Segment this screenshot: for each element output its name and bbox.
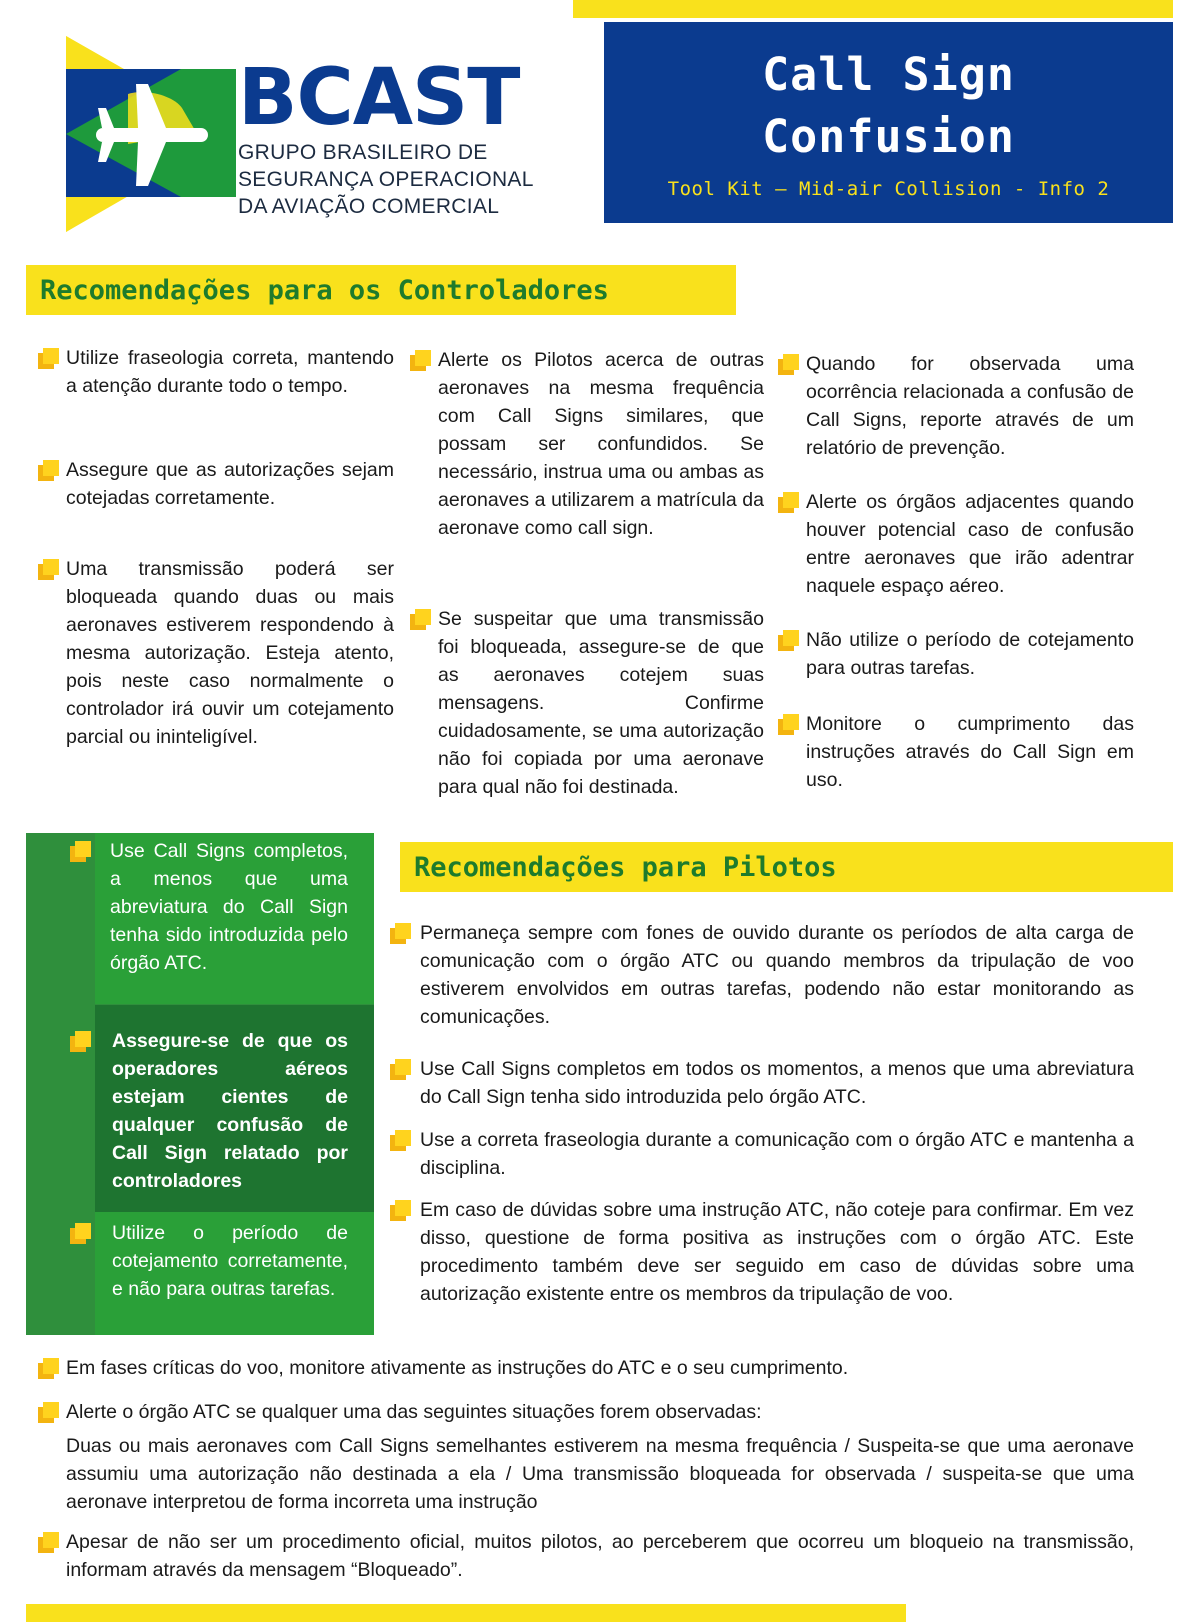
controller-item-5: Se suspeitar que uma transmissão foi bloqueada, assegure-se de que as aeronaves cotejem suas mensagens. Confirme cuidadosamente, se uma autorização não foi copiada por uma aeronave para qual não foi destinada. <box>410 605 764 801</box>
pilot-item-4: Em caso de dúvidas sobre uma instrução ATC, não coteje para confirmar. Em vez disso, questione de forma positiva as instruções com o órgão ATC. Este procedimento também deve ser seguido em caso de dúvidas sobre uma autorização existente entre os membros da tripulação de voo. <box>390 1196 1134 1308</box>
page-subtitle: Tool Kit – Mid-air Collision - Info 2 <box>667 178 1110 200</box>
bullet-icon <box>390 1059 412 1081</box>
bottom-item-2: Alerte o órgão ATC se qualquer uma das seguintes situações forem observadas: <box>38 1398 1134 1426</box>
logo-tagline-2: SEGURANÇA OPERACIONAL <box>238 168 534 191</box>
controller-item-7: Alerte os órgãos adjacentes quando houver potencial caso de confusão entre aeronaves que irão adentrar naquele espaço aéreo. <box>778 488 1134 600</box>
controller-item-2: Assegure que as autorizações sejam cotejadas corretamente. <box>38 456 394 512</box>
bullet-icon <box>70 1031 92 1053</box>
bottom-item-2-detail: Duas ou mais aeronaves com Call Signs semelhantes estiverem na mesma frequência / Suspeita-se que uma aeronave assumiu uma autorização não destinada a ela / Uma transmissão bloqueada for observada / suspeita-se que uma aeronave interpretou de forma incorreta uma instrução <box>66 1435 1134 1513</box>
pilot-item-2: Use Call Signs completos em todos os momentos, a menos que uma abreviatura do Call Sign tenha sido introduzida pelo órgão ATC. <box>390 1055 1134 1111</box>
bottom-item-3: Apesar de não ser um procedimento oficial, muitos pilotos, ao perceberem que ocorreu um bloqueio na transmissão, informam através da mensagem “Bloqueado”. <box>38 1528 1134 1584</box>
controllers-heading: Recomendações para os Controladores <box>26 265 736 315</box>
green-item-2: Assegure-se de que os operadores aéreos estejam cientes de qualquer confusão de Call Sign relatado por controladores <box>70 1027 348 1195</box>
controller-item-3: Uma transmissão poderá ser bloqueada quando duas ou mais aeronaves estiverem respondendo à mesma autorização. Esteja atento, pois neste caso normalmente o controlador irá ouvir um cotejamento parcial ou ininteligível. <box>38 555 394 751</box>
bottom-accent-bar <box>26 1604 906 1622</box>
bcast-logo-icon <box>66 36 236 232</box>
logo-tagline-3: DA AVIAÇÃO COMERCIAL <box>238 195 500 218</box>
controller-item-1: Utilize fraseologia correta, mantendo a atenção durante todo o tempo. <box>38 344 394 400</box>
page-title-line2: Confusion <box>762 110 1015 163</box>
pilots-heading: Recomendações para Pilotos <box>400 842 1173 892</box>
bottom-item-1: Em fases críticas do voo, monitore ativamente as instruções do ATC e o seu cumprimento. <box>38 1354 1134 1382</box>
top-accent-bar <box>573 0 1173 18</box>
logo-text-block <box>238 53 534 219</box>
logo-name: BCAST <box>238 53 520 143</box>
bullet-icon <box>390 1130 412 1152</box>
bullet-icon <box>38 1358 60 1380</box>
bullet-icon <box>410 609 432 631</box>
bullet-icon <box>778 354 800 376</box>
controller-item-8: Não utilize o período de cotejamento para outras tarefas. <box>778 626 1134 682</box>
bullet-icon <box>70 1223 92 1245</box>
bullet-icon <box>38 460 60 482</box>
green-item-3: Utilize o período de cotejamento corretamente, e não para outras tarefas. <box>70 1219 348 1303</box>
bullet-icon <box>410 350 432 372</box>
bullet-icon <box>38 348 60 370</box>
bullet-icon <box>390 1200 412 1222</box>
controller-item-4: Alerte os Pilotos acerca de outras aeronaves na mesma frequência com Call Signs similares, que possam ser confundidos. Se necessário, instrua uma ou ambas as aeronaves a utilizarem a matrícula da aeronave como call sign. <box>410 346 764 542</box>
pilot-item-3: Use a correta fraseologia durante a comunicação com o órgão ATC e mantenha a disciplina. <box>390 1126 1134 1182</box>
bullet-icon <box>778 630 800 652</box>
controller-item-6: Quando for observada uma ocorrência relacionada a confusão de Call Signs, reporte através de um relatório de prevenção. <box>778 350 1134 462</box>
bullet-icon <box>38 1402 60 1424</box>
controller-item-9: Monitore o cumprimento das instruções através do Call Sign em uso. <box>778 710 1134 794</box>
title-box <box>604 22 1173 223</box>
bullet-icon <box>70 841 92 863</box>
page-title-line1: Call Sign <box>762 48 1015 101</box>
bullet-icon <box>778 714 800 736</box>
green-item-1: Use Call Signs completos, a menos que uma abreviatura do Call Sign tenha sido introduzida pelo órgão ATC. <box>70 837 348 977</box>
bullet-icon <box>38 559 60 581</box>
logo-tagline-1: GRUPO BRASILEIRO DE <box>238 141 488 164</box>
pilot-item-1: Permaneça sempre com fones de ouvido durante os períodos de alta carga de comunicação com o órgão ATC ou quando membros da tripulação de voo estiverem envolvidos em outras tarefas, podendo não estar monitorando as comunicações. <box>390 919 1134 1031</box>
bullet-icon <box>390 923 412 945</box>
bullet-icon <box>778 492 800 514</box>
bullet-icon <box>38 1532 60 1554</box>
